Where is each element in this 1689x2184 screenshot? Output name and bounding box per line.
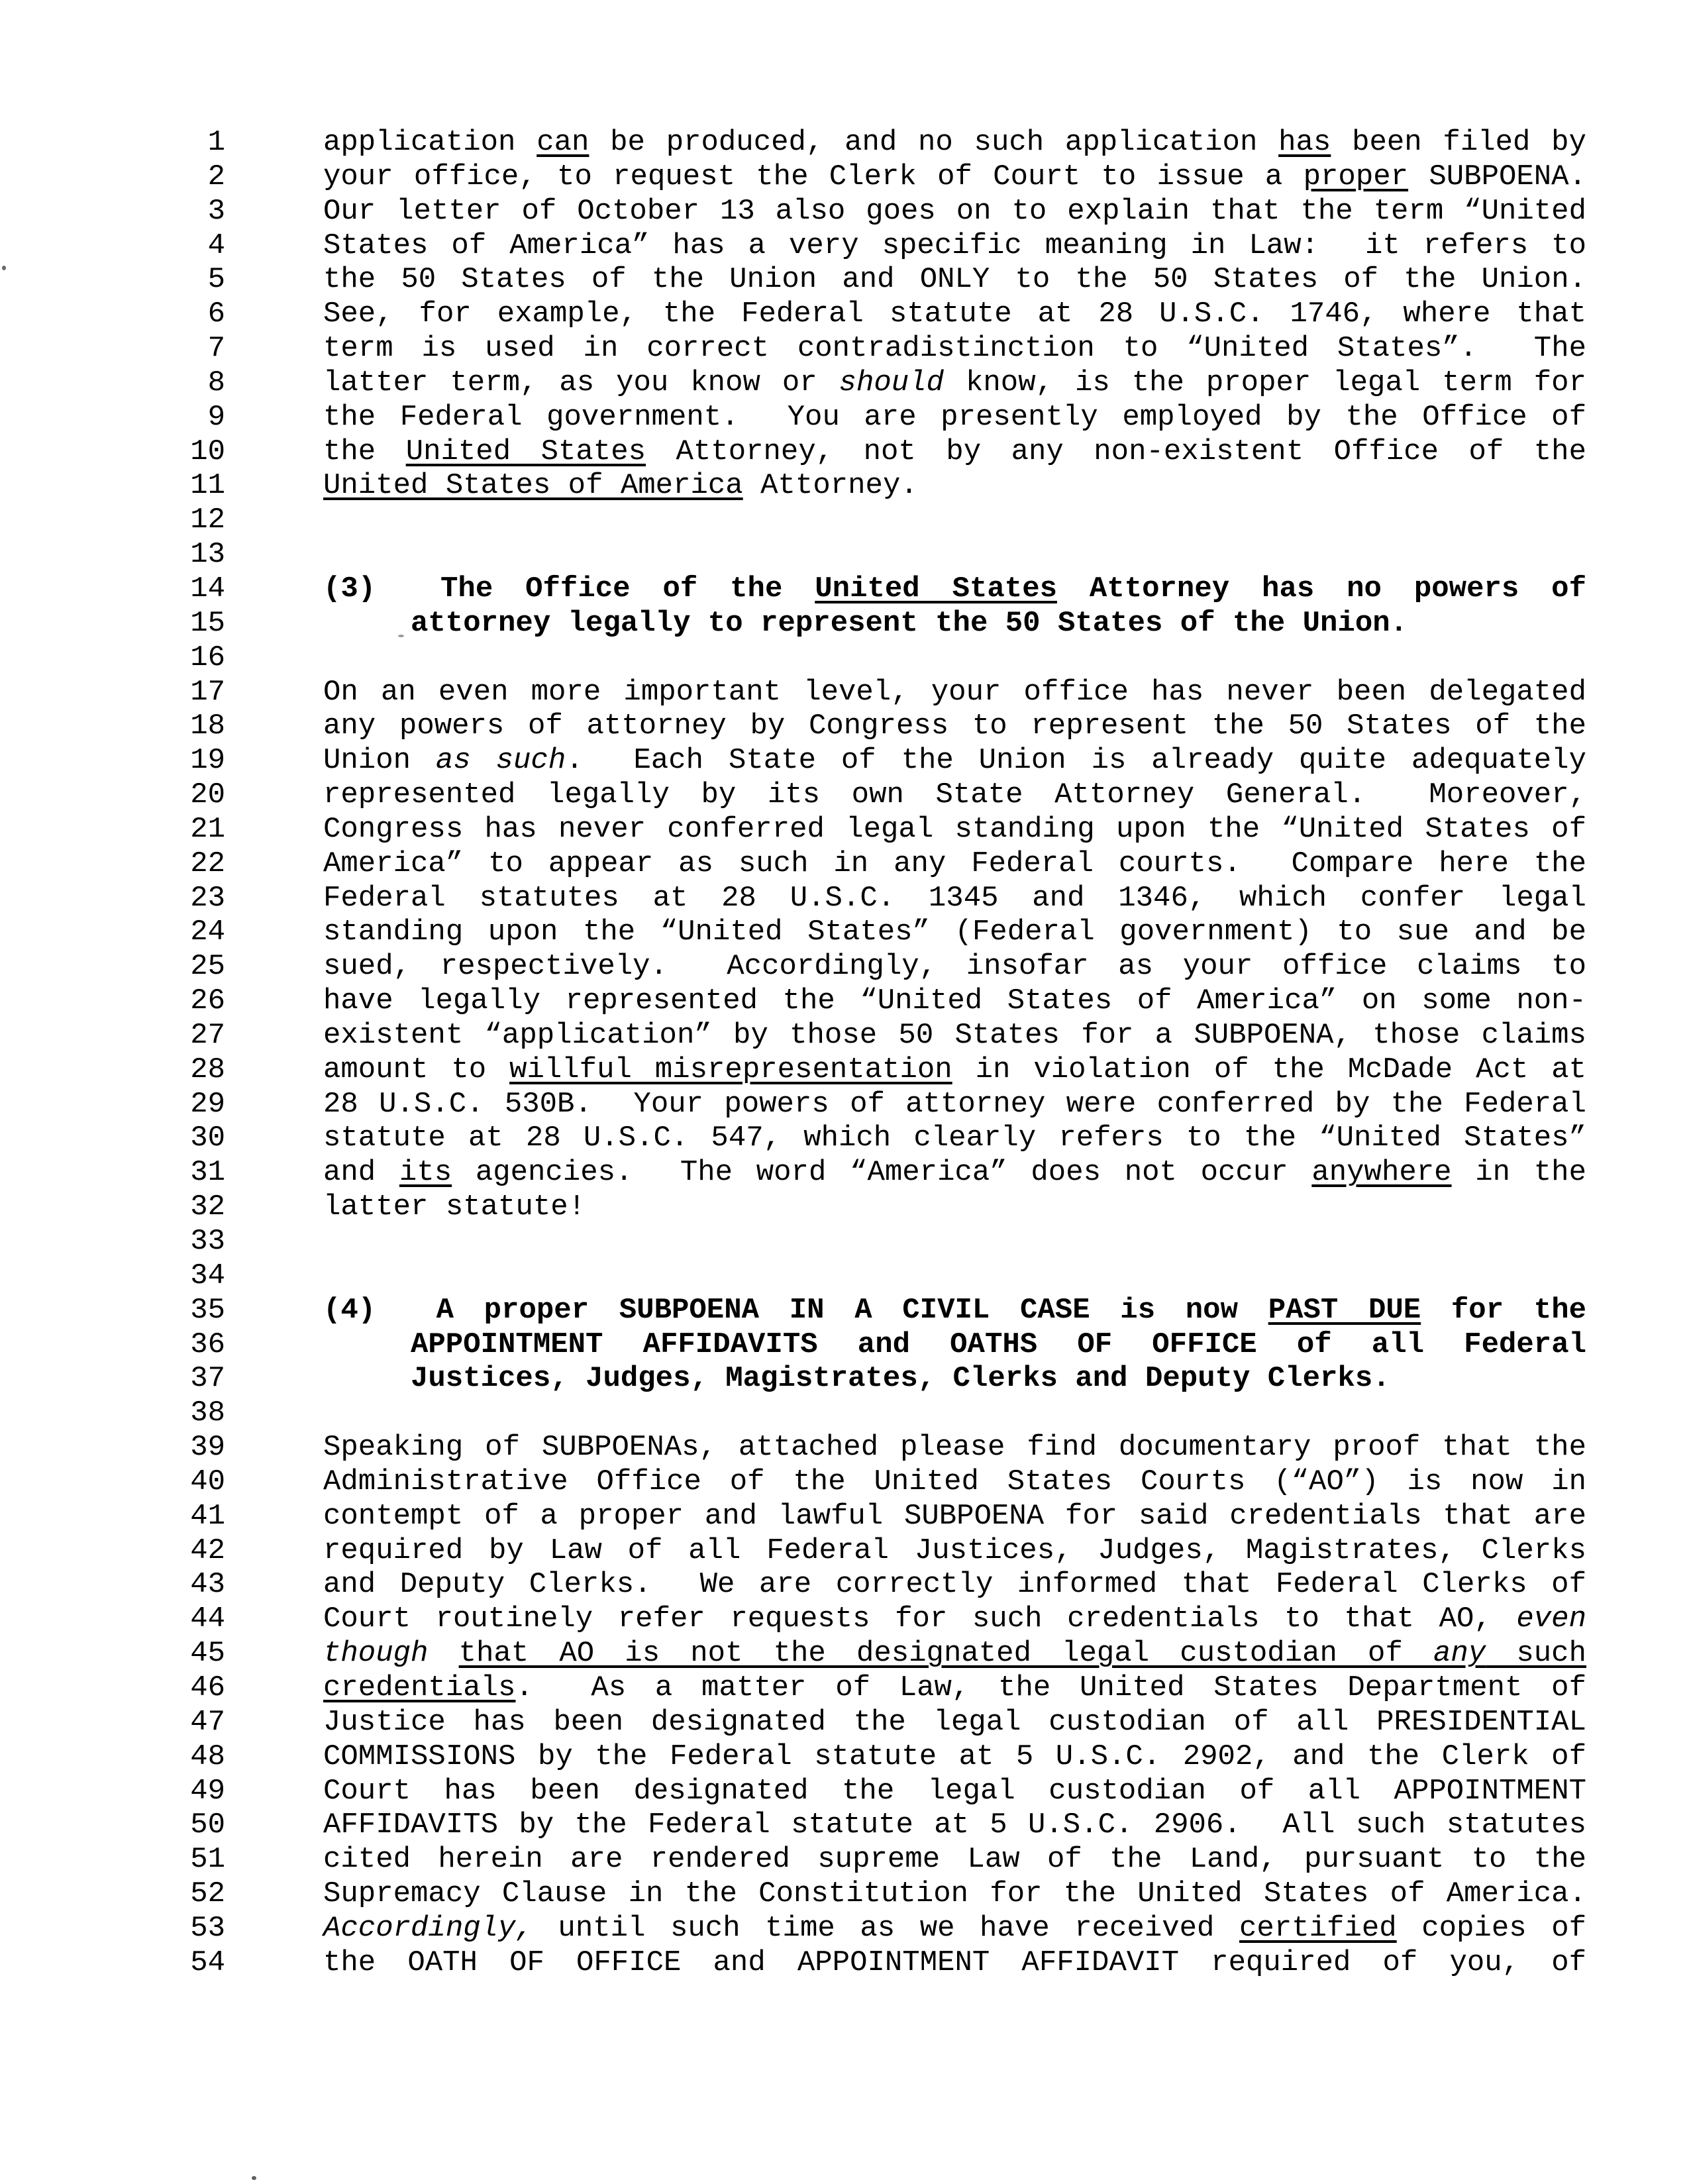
text-segment: On an even more important level, your office has never been delegated [323,675,1586,709]
text-segment: statute at 28 U.S.C. 547, which clearly refers to the “United States” [323,1121,1586,1155]
line-text [323,1500,1586,1534]
text-segment [428,1637,458,1670]
text-segment: the [323,435,406,468]
text-segment: Attorney has no powers of [1057,572,1586,605]
line-text [323,778,1586,813]
line-number: 22 [190,847,225,880]
document-line [0,1396,1689,1431]
line-number: 11 [190,469,225,503]
text-segment: and Deputy Clerks. We are correctly informed that Federal Clerks of [323,1568,1586,1602]
text-segment: willful misrepresentation [509,1053,952,1086]
line-number: 27 [190,1018,225,1052]
document-line [0,709,1689,744]
document-body [0,126,1689,1981]
text-segment: been filed by [1331,126,1586,159]
document-line [0,1877,1689,1912]
line-number: 31 [190,1156,225,1190]
text-segment: United States [405,435,646,468]
line-number: 41 [190,1499,225,1533]
document-line [0,1225,1689,1259]
line-text [323,813,1586,847]
line-text [323,950,1586,984]
text-segment: amount to [323,1053,510,1086]
line-number: 21 [190,812,225,846]
document-line [0,160,1689,195]
line-text [323,1362,1586,1396]
line-text [323,1706,1586,1740]
scan-artifact [2,266,6,270]
text-segment: should [839,366,945,399]
text-segment: certified [1239,1911,1397,1945]
text-segment: AFFIDAVITS by the Federal statute at 5 U.S.C. 2906. All such statutes [323,1808,1586,1842]
text-segment: can [537,126,589,159]
line-number: 19 [190,744,225,778]
text-segment: Court routinely refer requests for such credentials to that AO, [323,1602,1517,1636]
line-text [323,1328,1586,1363]
document-line [0,1808,1689,1843]
line-text [323,263,1586,297]
text-segment: the OATH OF OFFICE and APPOINTMENT AFFIDAVIT required of you, of [323,1946,1586,1979]
document-line [0,1740,1689,1775]
text-segment: COMMISSIONS by the Federal statute at 5 U.S.C. 2902, and the Clerk of [323,1740,1586,1773]
text-segment: be produced, and no such application [589,126,1279,159]
line-number: 29 [190,1087,225,1121]
text-segment: the Federal government. You are presently employed by the Office of [323,400,1586,434]
text-segment: contempt of a proper and lawful SUBPOENA for said credentials that are [323,1499,1586,1533]
line-text [323,1843,1586,1877]
document-line [0,195,1689,229]
text-segment: America” to appear as such in any Federal courts. Compare here the [323,847,1586,880]
document-line [0,1053,1689,1088]
line-text [323,882,1586,916]
document-line [0,1259,1689,1294]
text-segment: Congress has never conferred legal standing upon the “United States of [323,812,1586,846]
text-segment: existent “application” by those 50 States for a SUBPOENA, those claims [323,1018,1586,1052]
line-text [323,401,1586,435]
document-line [0,813,1689,847]
line-number: 4 [207,229,225,262]
document-line [0,778,1689,813]
scan-artifact [252,2176,256,2180]
line-number: 36 [190,1327,225,1361]
document-line [0,1602,1689,1637]
text-segment: that AO is not the designated legal custodian of [458,1637,1434,1671]
document-line [0,1121,1689,1156]
text-segment: in violation of the McDade Act at [952,1053,1586,1086]
line-text [323,1671,1586,1706]
line-text [323,1465,1586,1500]
text-segment: Attorney, not by any non-existent Office of the [646,435,1586,468]
line-text [323,915,1586,950]
line-number: 2 [207,160,225,193]
line-number: 25 [190,950,225,984]
text-segment: for the [1421,1293,1586,1327]
text-segment: Justice has been designated the legal custodian of all PRESIDENTIAL [323,1705,1586,1739]
line-number: 54 [190,1946,225,1979]
line-text [323,847,1586,882]
text-segment: . Each State of the Union is already quite adequately [566,744,1586,778]
line-text [323,1775,1586,1809]
line-number: 42 [190,1534,225,1567]
scan-artifact [398,635,404,637]
text-segment: any [1433,1637,1486,1671]
text-segment: credentials [323,1671,516,1704]
text-segment: attorney legally to represent the 50 States of the Union. [411,606,1408,640]
line-text [323,709,1586,744]
text-segment: term is used in correct contradistinction to “United States”. The [323,332,1586,366]
line-text [323,229,1586,264]
text-segment: have legally represented the “United States of America” on some non- [323,984,1586,1018]
line-number: 20 [190,778,225,812]
line-number: 33 [190,1225,225,1258]
document-line [0,950,1689,984]
text-segment: even [1516,1602,1586,1636]
text-segment: until such time as we have received [533,1911,1240,1945]
text-segment: copies of [1396,1911,1586,1945]
document-line [0,572,1689,607]
document-line [0,1190,1689,1225]
line-number: 10 [190,435,225,468]
text-segment: though [323,1637,429,1671]
line-number: 16 [190,641,225,674]
line-text [323,1912,1586,1946]
text-segment: Our letter of October 13 also goes on to explain that the term “United [323,194,1586,228]
document-line [0,1019,1689,1053]
line-text [323,1740,1586,1775]
text-segment: represented legally by its own State Attorney General. Moreover, [323,778,1586,812]
text-segment: latter term, as you know or [323,366,839,399]
document-line [0,229,1689,264]
line-number: 1 [207,126,225,159]
text-segment: United States of America [323,469,743,503]
line-text [323,744,1586,778]
line-text [323,160,1586,195]
line-number: 23 [190,881,225,915]
text-segment: Administrative Office of the United States Courts (“AO”) is now in [323,1465,1586,1498]
document-line [0,607,1689,641]
document-line [0,469,1689,503]
document-line [0,1431,1689,1465]
line-number: 6 [207,297,225,331]
document-line [0,847,1689,882]
text-segment: United States [815,572,1058,605]
document-line [0,984,1689,1019]
document-line [0,126,1689,160]
line-number: 48 [190,1740,225,1773]
text-segment: SUBPOENA. [1408,160,1586,193]
document-line [0,401,1689,435]
line-text [323,1053,1586,1088]
line-text [323,1602,1586,1637]
line-number: 26 [190,984,225,1018]
text-segment: APPOINTMENT AFFIDAVITS and OATHS OF OFFICE of all Federal [411,1327,1586,1361]
line-number: 51 [190,1843,225,1877]
line-number: 17 [190,675,225,709]
line-number: 47 [190,1705,225,1739]
text-segment: its [399,1156,452,1190]
document-line [0,538,1689,572]
line-number: 49 [190,1774,225,1808]
document-line [0,1362,1689,1396]
text-segment: agencies. The word “America” does not occur [452,1156,1312,1190]
line-number: 7 [207,332,225,366]
text-segment: Union [323,744,436,778]
document-line [0,332,1689,366]
text-segment: required by Law of all Federal Justices, Judges, Magistrates, Clerks [323,1534,1586,1567]
line-number: 30 [190,1121,225,1155]
document-line [0,1465,1689,1500]
text-segment: Attorney. [742,469,918,503]
document-line [0,297,1689,332]
document-line [0,1706,1689,1740]
text-segment: (4) A proper SUBPOENA IN A CIVIL CASE is now [323,1293,1268,1327]
line-number: 5 [207,263,225,297]
text-segment: States of America” has a very specific meaning in Law: it refers to [323,229,1586,262]
text-segment: as such [435,744,566,778]
line-number: 32 [190,1190,225,1224]
document-line [0,503,1689,538]
line-number: 37 [190,1362,225,1396]
text-segment: Federal statutes at 28 U.S.C. 1345 and 1346, which confer legal [323,881,1586,915]
line-text [323,1946,1586,1981]
line-text [323,1156,1586,1190]
line-text [323,126,1586,160]
text-segment: any powers of attorney by Congress to represent the 50 States of the [323,709,1586,743]
line-text [323,1877,1586,1912]
line-number: 53 [190,1911,225,1945]
line-number: 44 [190,1602,225,1636]
document-line [0,1568,1689,1602]
line-number: 40 [190,1465,225,1498]
text-segment: (3) The Office of the [323,572,815,605]
document-line [0,366,1689,401]
line-text [323,1019,1586,1053]
document-line [0,1843,1689,1877]
line-text [323,607,1586,641]
line-text [323,366,1586,401]
line-number: 28 [190,1053,225,1086]
line-number: 12 [190,503,225,537]
line-number: 45 [190,1637,225,1671]
document-line [0,263,1689,297]
line-text [323,1190,1586,1225]
line-text [323,1568,1586,1602]
text-segment: latter statute! [323,1190,586,1224]
document-line [0,1328,1689,1363]
document-line [0,641,1689,676]
line-text [323,297,1586,332]
line-text [323,435,1586,470]
text-segment: standing upon the “United States” (Federal government) to sue and be [323,915,1586,949]
text-segment: sued, respectively. Accordingly, insofar as your office claims to [323,950,1586,984]
line-text [323,469,1586,503]
line-text [323,1431,1586,1465]
text-segment: proper [1303,160,1409,193]
document-line [0,1534,1689,1569]
line-text [323,1637,1586,1671]
text-segment: has [1278,126,1331,159]
line-number: 3 [207,194,225,228]
text-segment: PAST DUE [1268,1293,1421,1327]
line-number: 46 [190,1671,225,1704]
text-segment: Justices, Judges, Magistrates, Clerks and Deputy Clerks. [411,1362,1390,1396]
document-line [0,1088,1689,1122]
document-line [0,1775,1689,1809]
document-line [0,1156,1689,1190]
document-line [0,676,1689,710]
document-line [0,1294,1689,1328]
line-number: 38 [190,1396,225,1430]
document-line [0,744,1689,778]
text-segment: Supremacy Clause in the Constitution for the United States of America. [323,1877,1586,1911]
line-number: 8 [207,366,225,399]
document-line [0,1637,1689,1671]
text-segment: application [323,126,537,159]
text-segment: Accordingly, [323,1911,533,1945]
text-segment: 28 U.S.C. 530B. Your powers of attorney were conferred by the Federal [323,1087,1586,1121]
line-number: 43 [190,1568,225,1602]
line-number: 35 [190,1293,225,1327]
line-text [323,984,1586,1019]
line-number: 39 [190,1431,225,1465]
text-segment: such [1486,1637,1586,1671]
line-number: 52 [190,1877,225,1911]
document-line [0,1912,1689,1946]
document-line [0,915,1689,950]
text-segment: Speaking of SUBPOENAs, attached please find documentary proof that the [323,1431,1586,1465]
line-text [323,332,1586,366]
line-number: 14 [190,572,225,605]
text-segment: your office, to request the Clerk of Court to issue a [323,160,1304,193]
line-number: 34 [190,1259,225,1292]
line-number: 15 [190,606,225,640]
document-line [0,1500,1689,1534]
text-segment: . As a matter of Law, the United States Department of [515,1671,1586,1704]
line-text [323,1534,1586,1569]
text-segment: cited herein are rendered supreme Law of the Land, pursuant to the [323,1843,1586,1877]
line-text [323,1121,1586,1156]
line-text [323,1808,1586,1843]
line-number: 50 [190,1808,225,1842]
line-text [323,1088,1586,1122]
text-segment: Court has been designated the legal custodian of all APPOINTMENT [323,1774,1586,1808]
line-text [323,1294,1586,1328]
line-number: 18 [190,709,225,743]
text-segment: in the [1451,1156,1586,1190]
line-number: 9 [207,400,225,434]
line-text [323,195,1586,229]
line-text [323,676,1586,710]
document-line [0,1946,1689,1981]
line-number: 24 [190,915,225,949]
text-segment: and [323,1156,399,1190]
document-line [0,435,1689,470]
text-segment: know, is the proper legal term for [944,366,1586,399]
document-line [0,882,1689,916]
line-number: 13 [190,538,225,572]
document-line [0,1671,1689,1706]
line-text [323,572,1586,607]
text-segment: anywhere [1311,1156,1452,1190]
text-segment: the 50 States of the Union and ONLY to the 50 States of the Union. [323,263,1586,297]
text-segment: See, for example, the Federal statute at 28 U.S.C. 1746, where that [323,297,1586,331]
